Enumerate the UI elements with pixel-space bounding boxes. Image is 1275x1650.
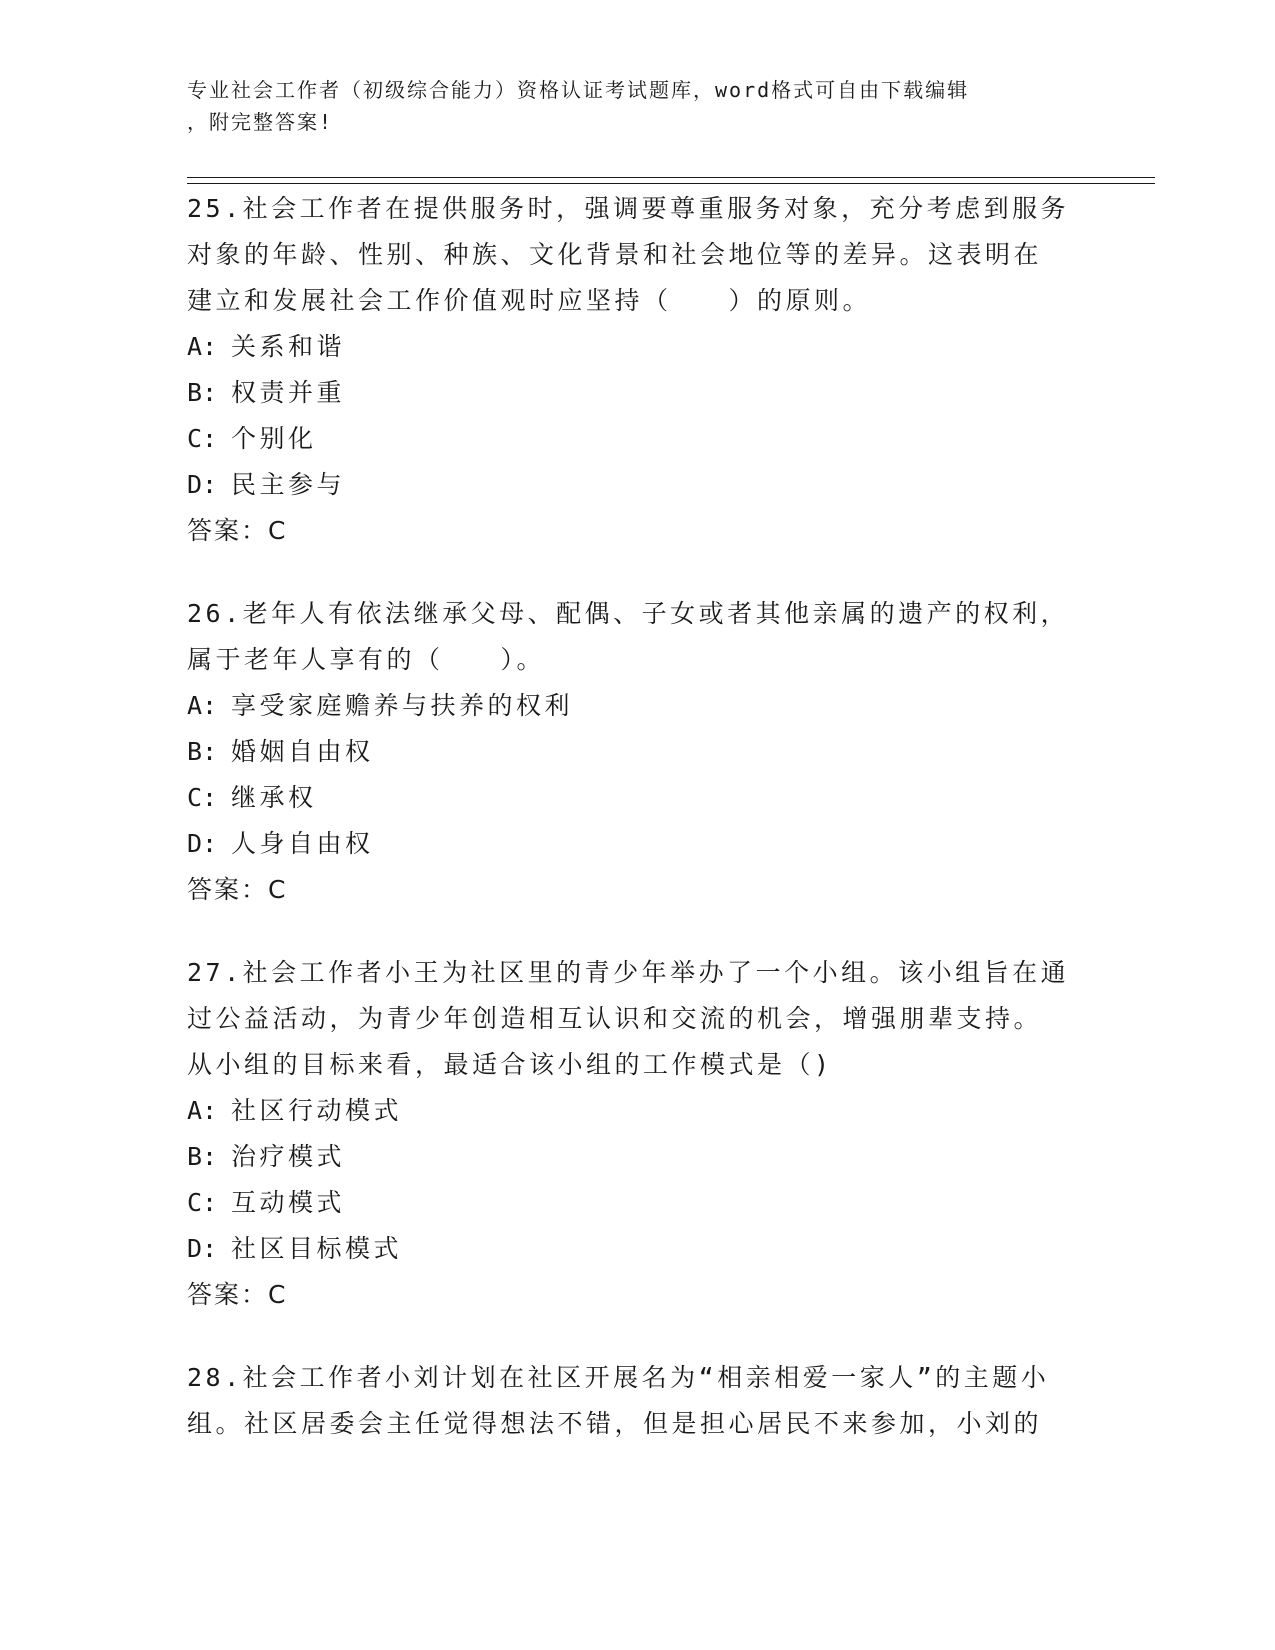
question-stem-line: 属于老年人享有的（ ）。 xyxy=(187,645,546,674)
option-letter: C: xyxy=(187,1188,218,1217)
option-letter: D: xyxy=(187,829,218,858)
option-c xyxy=(187,775,1087,821)
option-text: 治疗模式 xyxy=(231,1142,346,1171)
option-text: 婚姻自由权 xyxy=(231,737,374,766)
question-stem-line: 建立和发展社会工作价值观时应坚持（ ）的原则。 xyxy=(187,286,872,315)
header-line-2: ，附完整答案! xyxy=(187,110,334,134)
option-d xyxy=(187,462,1087,508)
option-letter: D: xyxy=(187,470,218,499)
header-divider-top xyxy=(187,177,1155,178)
option-letter: C: xyxy=(187,424,218,453)
option-b xyxy=(187,1134,1087,1180)
option-text: 人身自由权 xyxy=(231,829,374,858)
answer-line: 答案：C xyxy=(187,516,288,545)
option-d xyxy=(187,1226,1087,1272)
question-stem-line: 过公益活动，为青少年创造相互认识和交流的机会，增强朋辈支持。 xyxy=(187,1004,1043,1033)
option-letter: A: xyxy=(187,332,218,361)
question-stem-line: 28.社会工作者小刘计划在社区开展名为“相亲相爱一家人”的主题小 xyxy=(187,1363,1050,1392)
question-25 xyxy=(187,186,1087,554)
option-text: 继承权 xyxy=(231,783,317,812)
option-c xyxy=(187,1180,1087,1226)
option-letter: B: xyxy=(187,378,218,407)
option-text: 互动模式 xyxy=(231,1188,346,1217)
option-letter: C: xyxy=(187,783,218,812)
option-text: 关系和谐 xyxy=(231,332,346,361)
option-b xyxy=(187,370,1087,416)
option-text: 享受家庭赡养与扶养的权利 xyxy=(231,691,574,720)
option-letter: B: xyxy=(187,737,218,766)
question-stem-line: 从小组的目标来看，最适合该小组的工作模式是（) xyxy=(187,1050,833,1079)
option-text: 权责并重 xyxy=(231,378,346,407)
question-stem-line: 27.社会工作者小王为社区里的青少年举办了一个小组。该小组旨在通 xyxy=(187,958,1070,987)
question-stem-line: 26.老年人有依法继承父母、配偶、子女或者其他亲属的遗产的权利， xyxy=(187,599,1070,628)
document-header xyxy=(187,74,1067,138)
option-text: 社区行动模式 xyxy=(231,1096,403,1125)
question-stem-line: 25.社会工作者在提供服务时，强调要尊重服务对象，充分考虑到服务 xyxy=(187,194,1070,223)
option-a xyxy=(187,324,1087,370)
answer-line: 答案：C xyxy=(187,1280,288,1309)
question-28 xyxy=(187,1355,1087,1447)
option-c xyxy=(187,416,1087,462)
question-stem-line: 组。社区居委会主任觉得想法不错，但是担心居民不来参加，小刘的 xyxy=(187,1409,1043,1438)
header-divider-bottom xyxy=(187,183,1155,184)
option-a xyxy=(187,683,1087,729)
question-27 xyxy=(187,950,1087,1318)
option-letter: A: xyxy=(187,1096,218,1125)
answer-line: 答案：C xyxy=(187,875,288,904)
option-text: 个别化 xyxy=(231,424,317,453)
header-line-1: 专业社会工作者（初级综合能力）资格认证考试题库，word格式可自由下载编辑 xyxy=(187,78,970,102)
option-letter: D: xyxy=(187,1234,218,1263)
option-d xyxy=(187,821,1087,867)
option-text: 社区目标模式 xyxy=(231,1234,403,1263)
option-text: 民主参与 xyxy=(231,470,346,499)
question-26 xyxy=(187,591,1087,913)
question-stem-line: 对象的年龄、性别、种族、文化背景和社会地位等的差异。这表明在 xyxy=(187,240,1043,269)
option-a xyxy=(187,1088,1087,1134)
option-letter: A: xyxy=(187,691,218,720)
option-letter: B: xyxy=(187,1142,218,1171)
option-b xyxy=(187,729,1087,775)
